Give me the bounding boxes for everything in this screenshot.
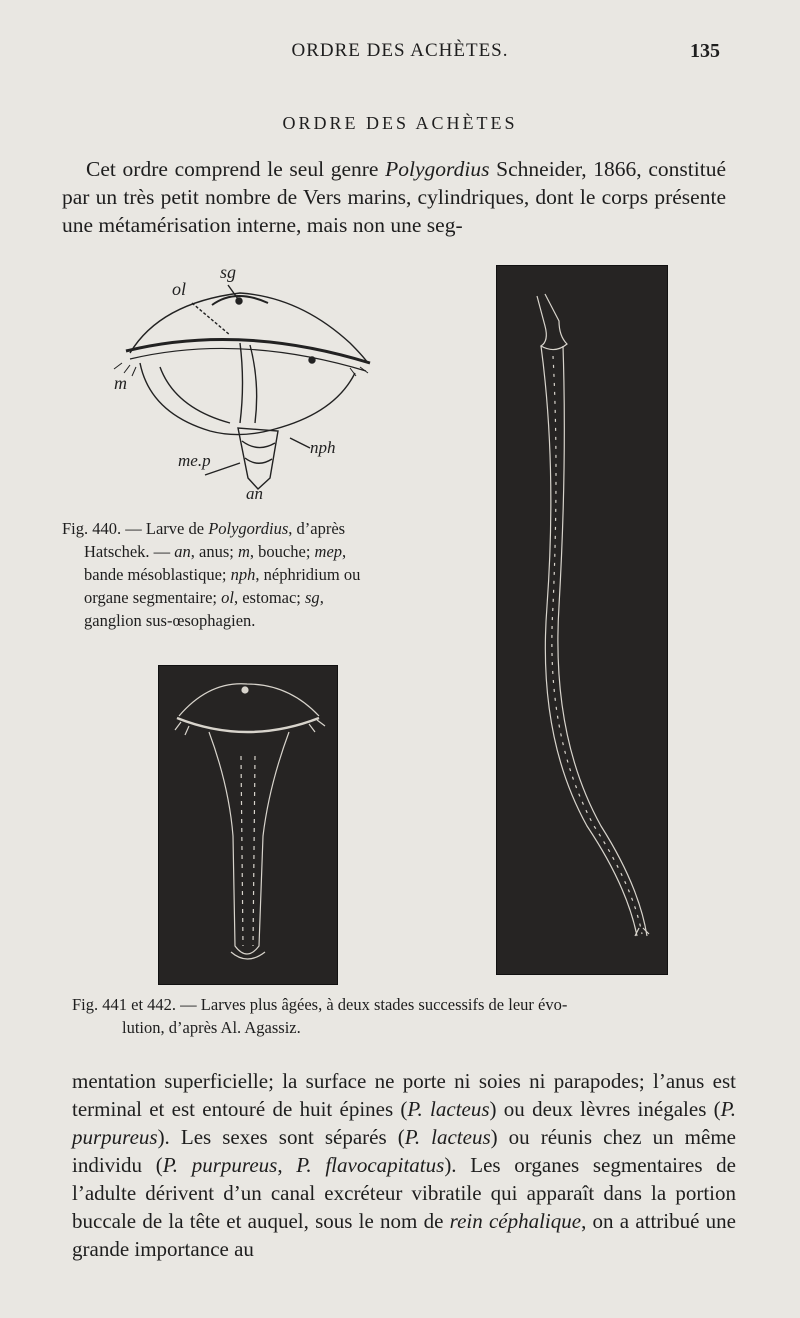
figure-440-drawing bbox=[100, 263, 390, 505]
running-title: ORDRE DES ACHÈTES. bbox=[291, 40, 509, 61]
caption-abbr-ol: ol bbox=[221, 588, 234, 607]
caption-genus: Polygordius bbox=[208, 519, 289, 538]
body-text: , bbox=[277, 1153, 297, 1177]
larva-442-illustration bbox=[497, 266, 667, 974]
body-paragraph bbox=[72, 1067, 736, 1263]
label-mep: me.p bbox=[178, 451, 211, 470]
caption-text: , bouche; bbox=[249, 542, 315, 561]
figure-440-caption bbox=[62, 517, 442, 632]
body-text: ). Les sexes sont séparés ( bbox=[157, 1125, 405, 1149]
caption-441-line2: lution, d’après Al. Agassiz. bbox=[122, 1018, 301, 1037]
label-an: an bbox=[246, 484, 263, 503]
caption-441-line1: Fig. 441 et 442. — Larves plus âgées, à deux stades successifs de leur évo- bbox=[72, 995, 568, 1014]
caption-text: organe segmentaire; bbox=[84, 588, 222, 607]
label-nph: nph bbox=[310, 438, 336, 457]
intro-paragraph bbox=[62, 155, 726, 239]
caption-text: — Larve de bbox=[121, 519, 209, 538]
caption-text: , d’après bbox=[288, 519, 346, 538]
caption-text: , bbox=[342, 542, 347, 561]
caption-abbr-m: m bbox=[238, 542, 250, 561]
figures-441-442-caption bbox=[72, 993, 732, 1039]
caption-text: , anus; bbox=[190, 542, 238, 561]
species-name: P. lacteus bbox=[407, 1097, 490, 1121]
intro-text-1: Cet ordre comprend le seul genre bbox=[86, 157, 386, 181]
larva-441-illustration bbox=[159, 666, 337, 984]
body-text: mentation superficielle; la surface ne porte ni soies ni parapodes; l’anus est terminal et est entouré de huit épines ( bbox=[72, 1069, 736, 1121]
section-title: ORDRE DES ACHÈTES bbox=[282, 113, 518, 133]
intro-text-2: Schneider, 1866, constitué par un très petit nombre de Vers marins, cylindriques, dont le corps présente une métamérisation interne, mais non une seg- bbox=[62, 157, 726, 237]
figure-442-photo bbox=[496, 265, 668, 975]
species-name: P. lacteus bbox=[404, 1125, 491, 1149]
intro-genus: Polygordius bbox=[385, 157, 490, 181]
caption-text: , bbox=[319, 588, 324, 607]
caption-abbr-nph: nph bbox=[230, 565, 256, 584]
page-number: 135 bbox=[690, 40, 720, 62]
label-m: m bbox=[114, 373, 127, 393]
species-name: P. purpureus bbox=[162, 1153, 278, 1177]
caption-text: Hatschek. — bbox=[84, 542, 175, 561]
term-rein-cephalique: rein céphalique bbox=[449, 1209, 582, 1233]
body-text: ) ou deux lèvres inégales ( bbox=[489, 1097, 721, 1121]
larva-illustration bbox=[100, 263, 390, 505]
figure-441-photo bbox=[158, 665, 338, 985]
body-text: ) ou réunis chez un même individu ( bbox=[72, 1125, 736, 1177]
caption-fig-label: Fig. 440. bbox=[62, 519, 122, 538]
caption-abbr-mep: mep bbox=[314, 542, 343, 561]
body-text: ). Les organes segmentaires de l’adulte dérivent d’un canal excréteur vibratile qui apparaît dans la portion buccale de la tête et auquel, sous le nom de bbox=[72, 1153, 737, 1233]
label-ol: ol bbox=[172, 279, 187, 299]
species-name: P. purpureus bbox=[72, 1097, 736, 1149]
caption-text: , estomac; bbox=[233, 588, 306, 607]
caption-abbr-an: an bbox=[174, 542, 191, 561]
caption-abbr-sg: sg bbox=[305, 588, 320, 607]
label-sg: sg bbox=[220, 263, 237, 282]
caption-text: bande mésoblastique; bbox=[84, 565, 231, 584]
caption-text: , néphridium ou bbox=[255, 565, 361, 584]
species-name: P. flavocapitatus bbox=[296, 1153, 445, 1177]
caption-text: ganglion sus-œsophagien. bbox=[84, 611, 256, 630]
body-text: , on a attribué une grande importance au bbox=[72, 1209, 736, 1261]
